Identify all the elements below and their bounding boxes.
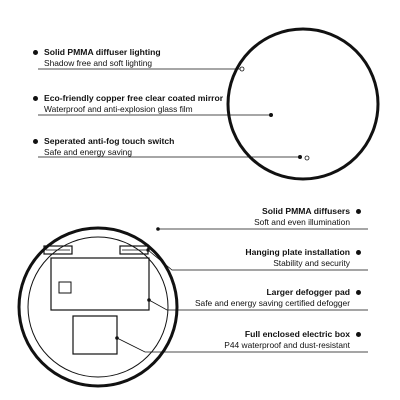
defogger-pad [51, 258, 149, 310]
leader-endpoint-electric-box [115, 336, 119, 340]
bullet-defogger-pad [356, 290, 361, 295]
bottom-leader-endpoints [115, 227, 160, 340]
leader-endpoint-coated-mirror [269, 113, 273, 117]
feature-subtitle-coated-mirror: Waterproof and anti-explosion glass film [44, 104, 193, 114]
electric-box [73, 316, 117, 354]
feature-subtitle-diffusers: Soft and even illumination [254, 217, 350, 227]
feature-title-hanging-plate: Hanging plate installation [245, 247, 350, 257]
top-leader-endpoints [240, 67, 302, 159]
leader-endpoint-diffusers [156, 227, 160, 231]
feature-title-diffuser-lighting: Solid PMMA diffuser lighting [44, 47, 161, 57]
mirror-back-view [19, 228, 177, 386]
mirror-back-outer-circle [19, 228, 177, 386]
bullet-hanging-plate [356, 250, 361, 255]
leader-endpoint-defogger-pad [147, 298, 151, 302]
feature-title-coated-mirror: Eco-friendly copper free clear coated mirror [44, 93, 224, 103]
bullet-diffusers [356, 209, 361, 214]
feature-subtitle-diffuser-lighting: Shadow free and soft lighting [44, 58, 153, 68]
leader-endpoint-diffuser-lighting [240, 67, 244, 71]
feature-subtitle-defogger-pad: Safe and energy saving certified defogger [194, 298, 350, 308]
bullet-touch-switch [33, 139, 38, 144]
bullet-coated-mirror [33, 96, 38, 101]
feature-subtitle-hanging-plate: Stability and security [273, 258, 350, 268]
mirror-front-circle [228, 29, 378, 179]
defogger-connector [59, 282, 71, 293]
leader-endpoint-hanging-plate [146, 248, 150, 252]
feature-title-diffusers: Solid PMMA diffusers [261, 206, 350, 216]
feature-title-touch-switch: Seperated anti-fog touch switch [44, 136, 175, 146]
leader-endpoint-touch-switch [298, 155, 302, 159]
feature-title-electric-box: Full enclosed electric box [244, 329, 350, 339]
bullet-electric-box [356, 332, 361, 337]
feature-title-defogger-pad: Larger defogger pad [266, 287, 350, 297]
bullet-diffuser-lighting [33, 50, 38, 55]
feature-subtitle-touch-switch: Safe and energy saving [44, 147, 132, 157]
touch-switch-indicator [305, 156, 309, 160]
feature-subtitle-electric-box: P44 waterproof and dust-resistant [224, 340, 350, 350]
